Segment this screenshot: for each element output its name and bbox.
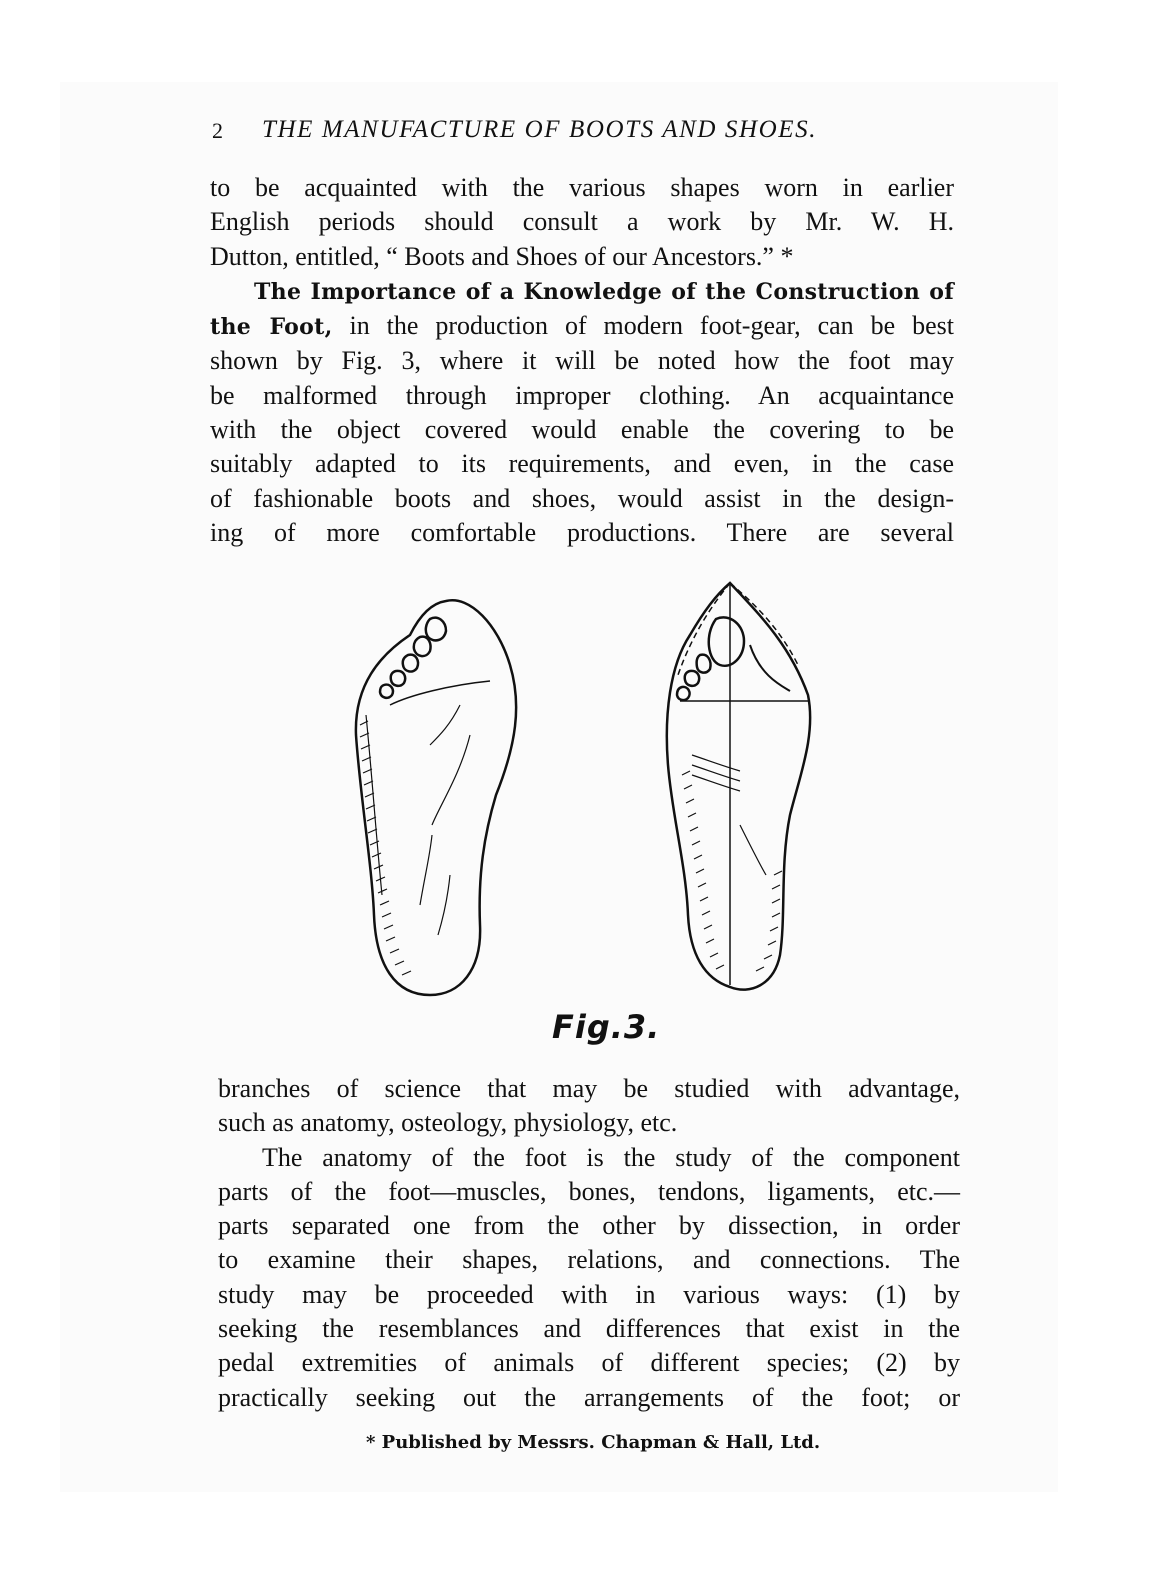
text-line: parts separated one from the other by dissection, in order — [218, 1211, 960, 1241]
text-line: English periods should consult a work by Mr. W. H. — [210, 207, 954, 237]
section-heading-line — [210, 274, 954, 309]
foot-figure — [320, 575, 840, 1025]
top-paragraphs — [210, 171, 954, 550]
text-line: shown by Fig. 3, where it will be noted how the foot may — [210, 346, 954, 376]
page-number: 2 — [212, 118, 223, 143]
left-foot-drawing — [356, 600, 516, 995]
text-line: of fashionable boots and shoes, would assist in the design- — [210, 483, 954, 513]
text-line: such as anatomy, osteology, physiology, etc. — [218, 1108, 678, 1138]
text-line: suitably adapted to its requirements, and even, in the case — [210, 449, 954, 479]
text-line: The anatomy of the foot is the study of the component — [262, 1142, 960, 1172]
figure-caption: Fig.3. — [552, 1008, 661, 1046]
text-line: parts of the foot—muscles, bones, tendons, ligaments, etc.— — [218, 1176, 960, 1206]
running-title: THE MANUFACTURE OF BOOTS AND SHOES. — [262, 116, 818, 143]
section-heading-end: the Foot, — [210, 314, 333, 341]
text-line: pedal extremities of animals of different species; (2) by — [218, 1348, 960, 1378]
text-line: seeking the resemblances and differences that exist in the — [218, 1314, 960, 1344]
text-line: study may be proceeded with in various ways: (1) by — [218, 1279, 960, 1309]
text-line — [210, 309, 954, 344]
text-line: to be acquainted with the various shapes worn in earlier — [210, 173, 954, 202]
section-heading: The Importance of a Knowledge of the Construction of — [254, 278, 954, 305]
right-foot-drawing — [667, 583, 810, 990]
footnote: * Published by Messrs. Chapman & Hall, Ltd. — [366, 1432, 821, 1453]
text-line: practically seeking out the arrangements of the foot; or — [218, 1382, 960, 1412]
text-line: Dutton, entitled, “ Boots and Shoes of our Ancestors.” * — [210, 241, 794, 271]
text-run: in the production of modern foot-gear, can be best — [332, 311, 954, 341]
page-header — [212, 116, 972, 150]
text-line: to examine their shapes, relations, and connections. The — [218, 1245, 960, 1275]
text-line: be malformed through improper clothing. An acquaintance — [210, 380, 954, 410]
bottom-paragraphs — [218, 1072, 960, 1415]
text-line: with the object covered would enable the covering to be — [210, 415, 954, 445]
text-line: branches of science that may be studied with advantage, — [218, 1074, 960, 1103]
text-line: ing of more comfortable productions. There are several — [210, 517, 954, 547]
